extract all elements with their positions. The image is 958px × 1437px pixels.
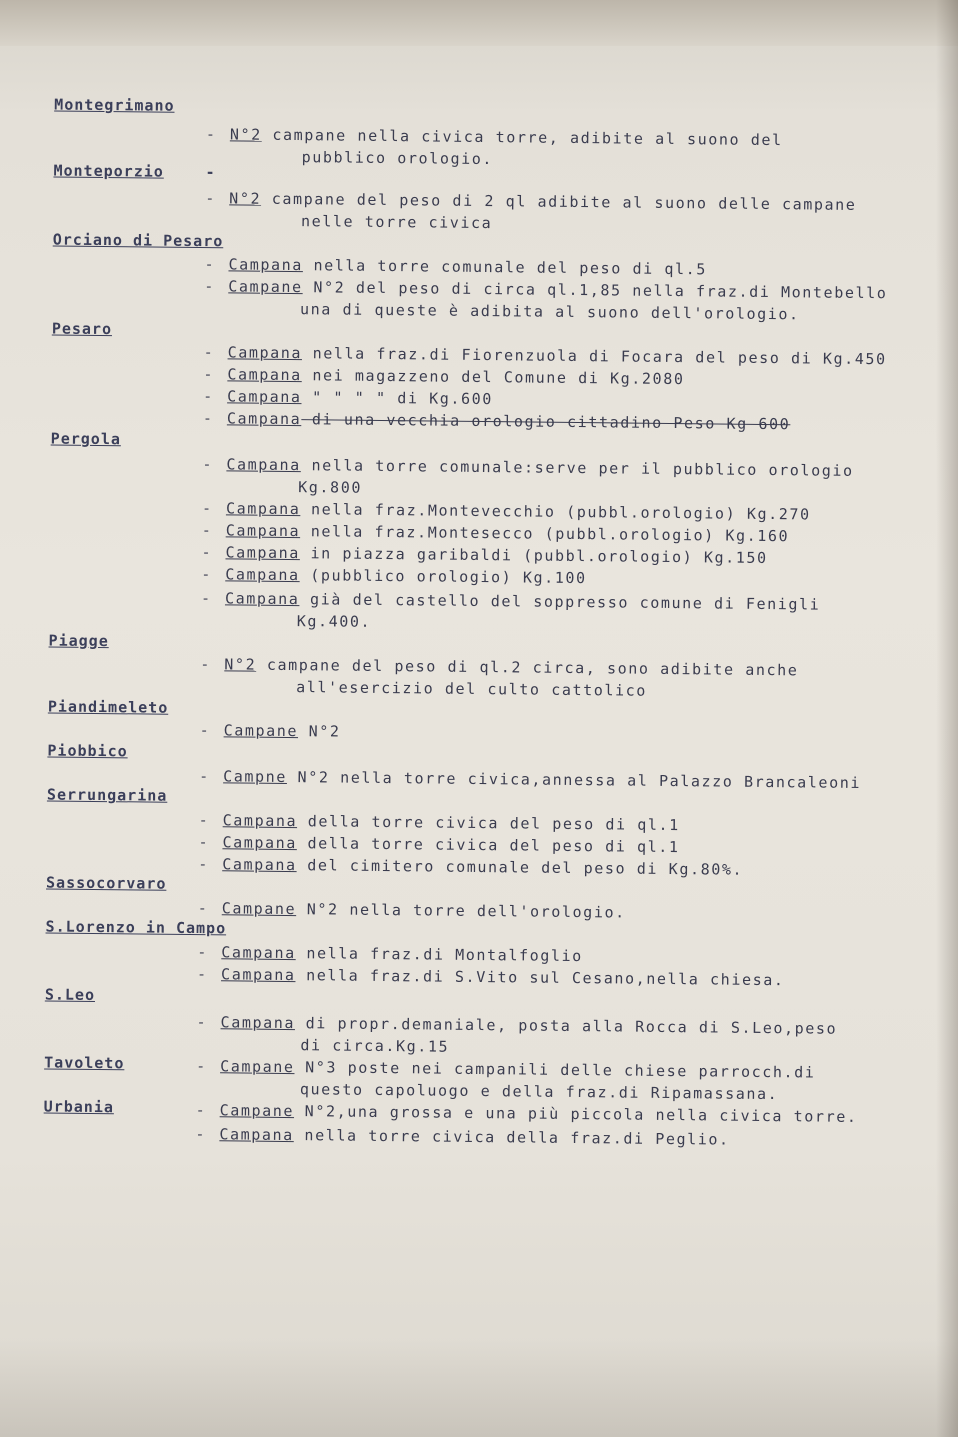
- entry-text: della torre civica del peso di ql.1: [297, 812, 680, 835]
- list-dash: -: [198, 855, 210, 874]
- list-dash: -: [195, 1101, 207, 1120]
- entry-line: [197, 943, 583, 965]
- entry-keyword: N°2: [229, 125, 262, 144]
- entry-text: di una vecchia orologio cittadino Peso Kg 600: [301, 410, 791, 434]
- entry-keyword: Campana: [225, 565, 300, 585]
- entry-line: [205, 189, 856, 214]
- town-heading: Tavoleto: [44, 1053, 125, 1073]
- entry-keyword: Campane: [219, 1101, 295, 1121]
- town-heading: Montegrimano: [54, 95, 175, 115]
- entry-continuation-line: nelle torre civica: [300, 212, 493, 233]
- entry-line: [202, 499, 811, 523]
- town-heading: Piagge: [48, 631, 109, 651]
- entry-text: N°2,una grossa e una più piccola nella civica torre.: [294, 1102, 858, 1126]
- town-heading: Orciano di Pesaro: [52, 230, 224, 251]
- entry-keyword: Campana: [221, 943, 296, 963]
- entry-text: già del castello del soppresso comune di Fenigli: [299, 590, 821, 614]
- entry-continuation-line: Kg.800: [298, 478, 363, 497]
- list-dash: -: [203, 387, 214, 406]
- entry-line: [198, 833, 679, 856]
- entry-keyword: Campana: [225, 543, 301, 563]
- list-dash: -: [203, 365, 215, 384]
- page-shadow: [936, 0, 958, 1437]
- entry-keyword: Campane: [220, 1057, 295, 1077]
- town-heading: Sassocorvaro: [45, 873, 167, 893]
- list-dash: -: [195, 1125, 207, 1144]
- entry-line: [204, 277, 887, 302]
- entry-text: N°2: [297, 722, 341, 741]
- list-dash: -: [200, 655, 212, 674]
- list-dash: -: [202, 409, 214, 428]
- entry-keyword: Campana: [225, 521, 301, 541]
- entry-line: [197, 1013, 838, 1038]
- entry-keyword: Campana: [222, 811, 298, 831]
- town-heading: S.Lorenzo in Campo: [45, 917, 227, 938]
- entry-text: nella fraz.di Fiorenzuola di Focara del peso di Kg.450: [301, 344, 887, 369]
- list-dash: -: [204, 255, 216, 274]
- entry-keyword: Campne: [223, 767, 288, 786]
- entry-line: [199, 767, 861, 792]
- town-heading: Piobbico: [47, 741, 128, 761]
- list-dash: -: [201, 543, 213, 562]
- list-dash: -: [196, 1057, 207, 1076]
- entry-keyword: Campana: [221, 965, 296, 985]
- entry-text: N°2 nella torre civica,annessa al Palazzo Brancaleoni: [286, 767, 862, 792]
- entry-keyword: Campana: [224, 589, 300, 609]
- entry-continuation-line: all'esercizio del culto cattolico: [296, 678, 648, 700]
- entry-line: [203, 365, 684, 388]
- town-heading: Piandimeleto: [47, 697, 169, 717]
- entry-continuation-line: pubblico orologio.: [301, 148, 494, 169]
- list-dash: -: [197, 899, 209, 918]
- list-dash: -: [203, 343, 215, 362]
- entry-keyword: N°2: [229, 189, 262, 208]
- list-dash: -: [197, 943, 209, 962]
- list-dash: -: [198, 811, 210, 830]
- entry-continuation-line: Kg.400.: [296, 612, 372, 631]
- entry-text: nei magazzeno del Comune di Kg.2080: [301, 366, 685, 389]
- entry-keyword: Campana: [228, 255, 304, 275]
- list-dash: -: [201, 565, 213, 584]
- list-dash: -: [205, 125, 217, 144]
- entry-text: N°2 nella torre dell'orologio.: [296, 900, 626, 922]
- entry-line: [198, 855, 743, 879]
- list-dash: -: [199, 721, 211, 740]
- entry-line: [198, 899, 626, 921]
- entry-text: della torre civica del peso di ql.1: [296, 834, 680, 857]
- entry-line: [200, 721, 341, 740]
- entry-keyword: Campana: [222, 855, 297, 875]
- entry-text: campane nella civica torre, adibite al suono del: [261, 125, 783, 150]
- town-suffix-dash: -: [205, 163, 216, 182]
- entry-keyword: Campana: [227, 365, 302, 385]
- entry-keyword: Campana: [220, 1013, 296, 1033]
- entry-keyword: Campana: [222, 833, 298, 853]
- list-dash: -: [200, 589, 212, 608]
- entry-line: [204, 343, 887, 368]
- entry-text: N°3 poste nei campanili delle chiese parrocch.di: [294, 1058, 816, 1082]
- town-heading: Serrungarina: [46, 785, 168, 805]
- entry-line: [199, 811, 680, 834]
- town-heading: Pergola: [50, 429, 122, 449]
- entry-text: (pubblico orologio) Kg.100: [299, 566, 587, 588]
- entry-keyword: Campana: [226, 409, 302, 429]
- list-dash: -: [199, 767, 210, 786]
- town-heading: Urbania: [43, 1097, 115, 1117]
- list-dash: -: [201, 499, 213, 518]
- list-dash: -: [205, 189, 216, 208]
- entry-text: in piazza garibaldi (pubbl.orologio) Kg.150: [299, 544, 768, 568]
- entry-line: [202, 455, 853, 480]
- entry-line: [197, 965, 785, 989]
- entry-line: [201, 543, 767, 567]
- entry-text: nella torre civica della fraz.di Peglio.: [293, 1126, 730, 1149]
- list-dash: -: [198, 833, 210, 852]
- entry-keyword: Campana: [219, 1125, 294, 1145]
- list-dash: -: [196, 1013, 208, 1032]
- entry-continuation-line: questo capoluogo e della fraz.di Ripamassana.: [299, 1080, 779, 1104]
- entry-text: N°2 del peso di circa ql.1,85 nella fraz.di Montebello: [302, 278, 888, 303]
- entry-line: [204, 255, 707, 278]
- entry-keyword: Campana: [227, 387, 302, 407]
- entry-line: [195, 1125, 729, 1149]
- entry-keyword: Campane: [228, 277, 303, 297]
- entry-text: nella fraz.Montesecco (pubbl.orologio) Kg.160: [300, 522, 790, 546]
- entry-text: campane del peso di 2 ql adibite al suono delle campane: [261, 189, 857, 214]
- entry-continuation-line: una di queste è adibita al suono dell'orologio.: [299, 300, 800, 324]
- entry-keyword: N°2: [224, 655, 257, 674]
- entry-line: [203, 409, 791, 433]
- list-dash: -: [197, 965, 208, 984]
- town-heading: Monteporzio: [53, 161, 164, 181]
- entry-text: nella fraz.Montevecchio (pubbl.orologio) Kg.270: [300, 500, 811, 524]
- entry-text: nella fraz.di S.Vito sul Cesano,nella chiesa.: [295, 966, 785, 990]
- entry-keyword: Campane: [223, 721, 299, 741]
- entry-keyword: Campana: [227, 343, 303, 363]
- entry-line: [206, 125, 783, 149]
- entry-text: di propr.demaniale, posta alla Rocca di S.Leo,peso: [294, 1014, 838, 1038]
- list-dash: -: [201, 521, 213, 540]
- entry-line: [196, 1057, 815, 1081]
- entry-line: [201, 589, 820, 613]
- page-bottom-shade: [0, 1340, 958, 1437]
- entry-line: [202, 521, 790, 545]
- entry-text: " " " " di Kg.600: [301, 388, 494, 409]
- entry-keyword: Campana: [226, 455, 301, 475]
- entry-keyword: Campane: [221, 899, 297, 919]
- entry-continuation-line: di circa.Kg.15: [300, 1036, 450, 1056]
- entry-text: del cimitero comunale del peso di Kg.80%.: [296, 856, 744, 879]
- list-dash: -: [202, 455, 214, 474]
- entry-line: [201, 565, 587, 587]
- entry-text: nella torre comunale del peso di ql.5: [302, 256, 708, 279]
- town-heading: Pesaro: [51, 319, 113, 339]
- entry-line: [200, 655, 798, 679]
- entry-text: campane del peso di ql.2 circa, sono adibite anche: [256, 655, 799, 680]
- entry-text: nella torre comunale:serve per il pubblico orologio: [300, 456, 854, 480]
- list-dash: -: [204, 277, 216, 296]
- entry-line: [196, 1101, 858, 1126]
- entry-text: nella fraz.di Montalfoglio: [295, 944, 583, 966]
- town-heading: S.Leo: [44, 985, 96, 1004]
- entry-line: [203, 387, 493, 408]
- entry-keyword: Campana: [225, 499, 301, 519]
